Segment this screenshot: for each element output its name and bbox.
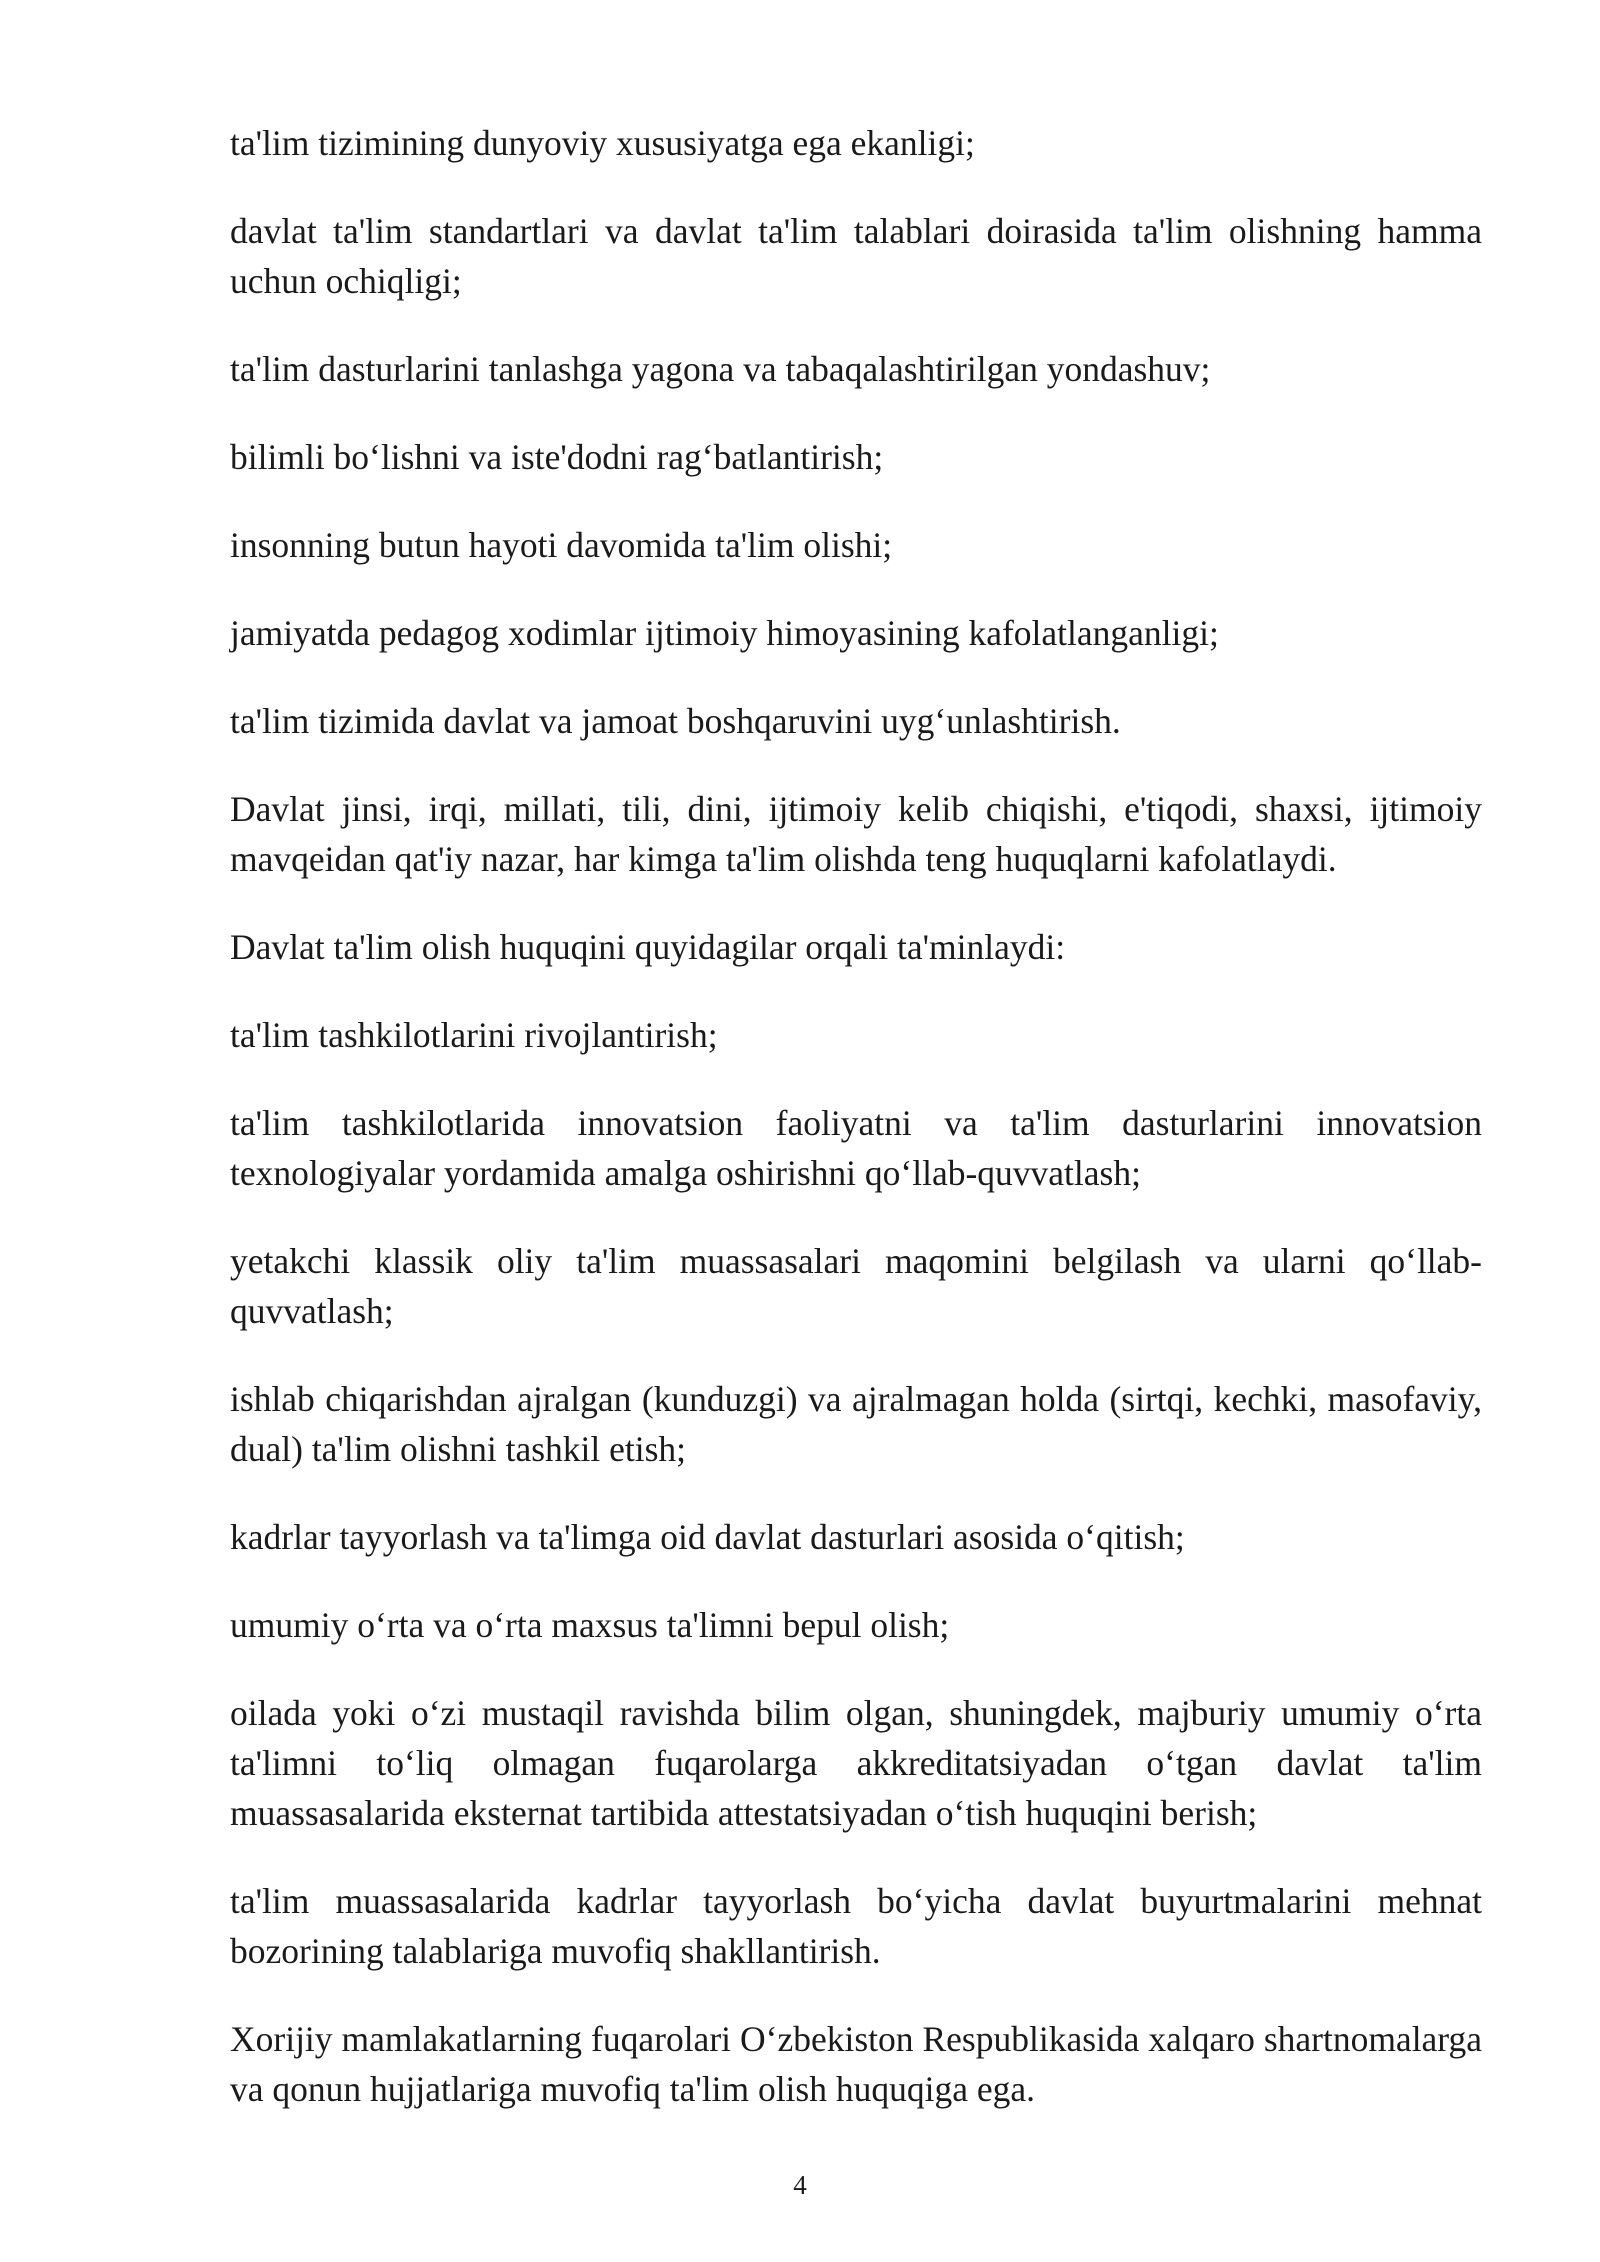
paragraph: Xorijiy mamlakatlarning fuqarolari O‘zbekiston Respublikasida xalqaro shartnomalarga va qonun hujjatlariga muvofiq ta'lim olish huquqiga ega. bbox=[230, 2019, 1482, 2109]
paragraph: ta'lim tashkilotlarini rivojlantirish; bbox=[230, 1015, 718, 1055]
paragraph: ishlab chiqarishdan ajralgan (kunduzgi) va ajralmagan holda (sirtqi, kechki, masofaviy, dual) ta'lim olishni tashkil etish; bbox=[230, 1379, 1482, 1469]
paragraph: ta'lim tizimida davlat va jamoat boshqaruvini uyg‘unlashtirish. bbox=[230, 701, 1121, 741]
paragraph: ta'lim muassasalarida kadrlar tayyorlash bo‘yicha davlat buyurtmalarini mehnat bozorining talablariga muvofiq shakllantirish. bbox=[230, 1881, 1482, 1971]
paragraph: Davlat ta'lim olish huquqini quyidagilar orqali ta'minlaydi: bbox=[230, 927, 1066, 967]
paragraph: ta'lim tashkilotlarida innovatsion faoliyatni va ta'lim dasturlarini innovatsion texnologiyalar yordamida amalga oshirishni qo‘llab-quvvatlash; bbox=[230, 1103, 1482, 1193]
paragraph: umumiy o‘rta va o‘rta maxsus ta'limni bepul olish; bbox=[230, 1605, 950, 1645]
paragraph: ta'lim dasturlarini tanlashga yagona va tabaqalashtirilgan yondashuv; bbox=[230, 349, 1211, 389]
page-number: 4 bbox=[793, 2170, 807, 2200]
paragraph: bilimli bo‘lishni va iste'dodni rag‘batlantirish; bbox=[230, 437, 884, 477]
page-body bbox=[230, 118, 1482, 2152]
paragraph: yetakchi klassik oliy ta'lim muassasalari maqomini belgilash va ularni qo‘llab-quvvatlash; bbox=[230, 1241, 1482, 1331]
paragraph: kadrlar tayyorlash va ta'limga oid davlat dasturlari asosida o‘qitish; bbox=[230, 1517, 1185, 1557]
paragraph: jamiyatda pedagog xodimlar ijtimoiy himoyasining kafolatlanganligi; bbox=[230, 613, 1219, 653]
paragraph: Davlat jinsi, irqi, millati, tili, dini, ijtimoiy kelib chiqishi, e'tiqodi, shaxsi, ijtimoiy mavqeidan qat'iy nazar, har kimga ta'lim olishda teng huquqlarni kafolatlaydi. bbox=[230, 789, 1482, 879]
paragraph: oilada yoki o‘zi mustaqil ravishda bilim olgan, shuningdek, majburiy umumiy o‘rta ta'limni to‘liq olmagan fuqarolarga akkreditatsiyadan o‘tgan davlat ta'lim muassasalarida eksternat tartibida attestatsiyadan o‘tish huquqini berish; bbox=[230, 1693, 1482, 1833]
paragraph: davlat ta'lim standartlari va davlat ta'lim talablari doirasida ta'lim olishning hamma uchun ochiqligi; bbox=[230, 211, 1482, 301]
paragraph: insonning butun hayoti davomida ta'lim olishi; bbox=[230, 525, 893, 565]
paragraph: ta'lim tizimining dunyoviy xususiyatga ega ekanligi; bbox=[230, 123, 975, 163]
